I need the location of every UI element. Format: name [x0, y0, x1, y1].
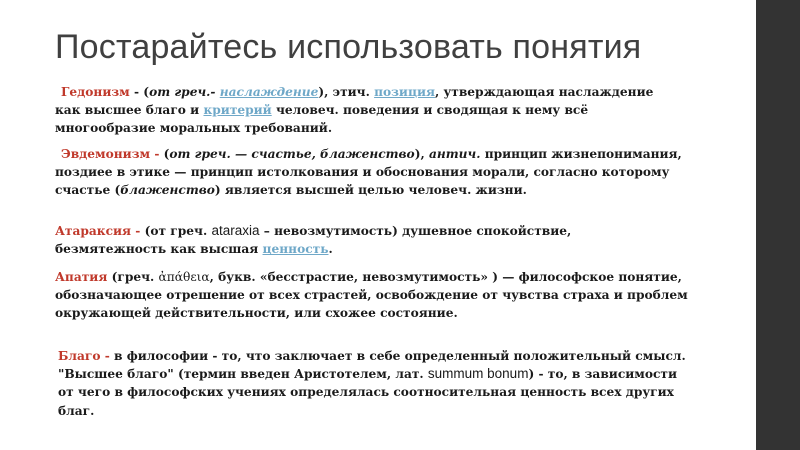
hedonism-term: Гедонизм	[61, 85, 130, 99]
good-term: Благо -	[58, 349, 110, 363]
slide-title: Постарайтесь использовать понятия	[55, 28, 642, 66]
ataraxia-term: Атараксия -	[55, 224, 141, 238]
good-definition: Благо - в философии - то, что заключает в себе определенный положительный смысл. "Высшее благо" (термин введен Аристотелем, лат. summum bonum) - то, в зависимости от чего в философских учениях определялась соотносительная ценность всех других благ.	[58, 349, 686, 418]
hedonism-definition: Гедонизм - (от греч.- наслаждение), этич. позиция, утверждающая наслаждение как высшее благо и критерий человеч. поведения и сводящая к нему всё многообразие моральных требований.	[55, 85, 654, 136]
ataraxia-definition: Атараксия - (от греч. ataraxia – невозмутимость) душевное спокойствие, безмятежность как высшая ценность.	[55, 223, 572, 257]
eudaemonism-term: Эвдемонизм -	[61, 147, 160, 161]
link-naslazhdenie[interactable]: наслаждение	[219, 85, 319, 99]
eudaemonism-definition: Эвдемонизм - (от греч. — счастье, блаженство), антич. принцип жизнепонимания, поздиее в этике — принцип истолкования и обоснования морали, согласно которому счастье (блаженство) является высшей целью человеч. жизни.	[55, 147, 682, 198]
link-tsennost[interactable]: ценность	[262, 242, 329, 257]
apathy-term: Апатия	[55, 270, 108, 284]
apathy-definition: Апатия (греч. ἀπάθεια, букв. «бесстрастие, невозмутимость» ) — философское понятие, обозначающее отрешение от всех страстей, освобождение от чувства страха и проблем окружающей действительности, или схожее состояние.	[55, 270, 688, 321]
right-side-bar	[756, 0, 800, 450]
link-pozitsiya[interactable]: позиция	[374, 85, 435, 99]
link-kriteriy[interactable]: критерий	[203, 103, 272, 118]
